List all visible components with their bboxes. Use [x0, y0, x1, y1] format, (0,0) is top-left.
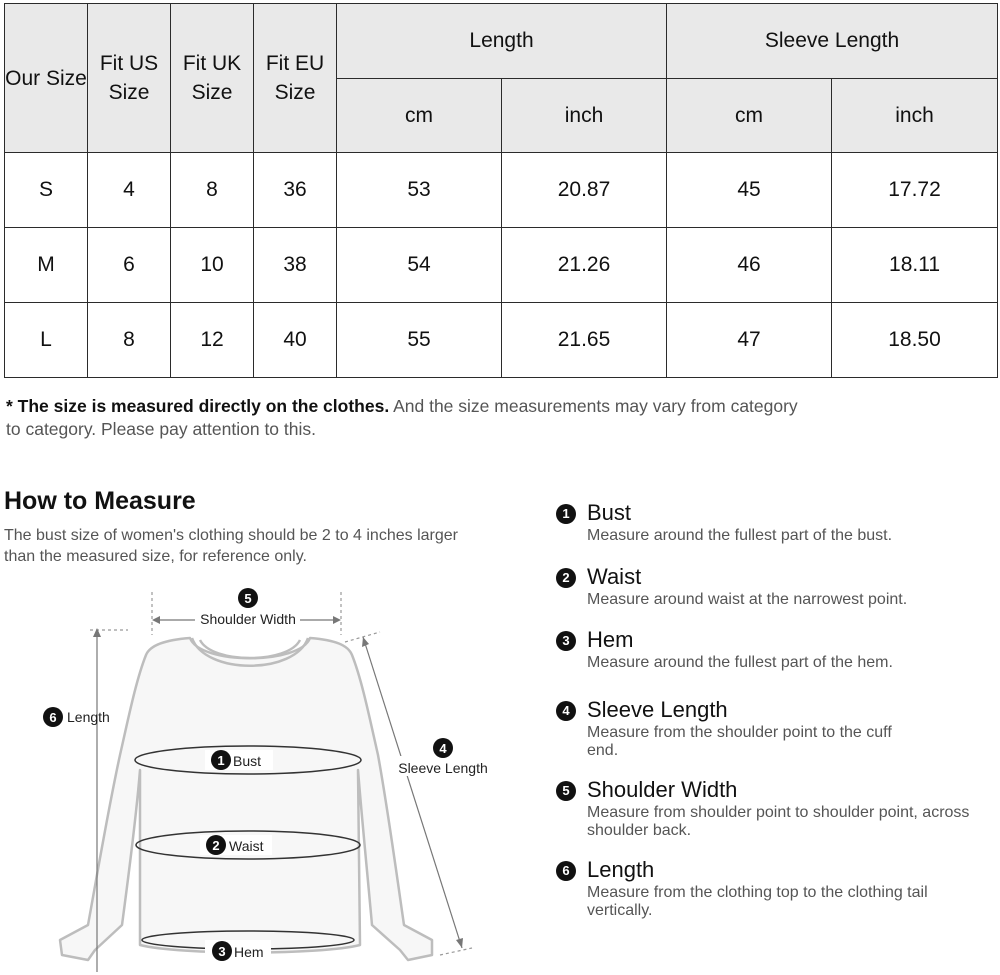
header-length: Length — [337, 4, 667, 79]
legend-title: Length — [587, 857, 655, 882]
legend-badge: 4 — [556, 701, 576, 721]
cell-length-inch: 21.65 — [502, 303, 667, 378]
header-sleeve-length: Sleeve Length — [667, 4, 998, 79]
table-row — [5, 153, 998, 228]
header-our-size: Our Size — [5, 4, 88, 153]
cell-us: 6 — [88, 228, 171, 303]
length-label: Length — [67, 709, 110, 725]
waist-num: 2 — [212, 838, 220, 853]
cell-sleeve-inch: 18.11 — [832, 228, 998, 303]
bust-label: Bust — [233, 753, 262, 769]
cell-sleeve-cm: 47 — [667, 303, 832, 378]
legend-desc: Measure from shoulder point to shoulder point, across shoulder back. — [587, 804, 970, 839]
header-sleeve-inch: inch — [832, 79, 998, 153]
cell-eu: 40 — [254, 303, 337, 378]
cell-size: S — [5, 153, 88, 228]
legend-badge: 2 — [556, 568, 576, 588]
table-row — [5, 228, 998, 303]
header-fit-uk: Fit UK Size — [171, 4, 254, 153]
sleeve-length-label: Sleeve Length — [398, 760, 488, 776]
shoulder-width-label: Shoulder Width — [200, 611, 296, 627]
sleeve-length-num: 4 — [439, 741, 447, 756]
cell-us: 4 — [88, 153, 171, 228]
sweater-outline — [60, 638, 432, 960]
legend-badge: 1 — [556, 504, 576, 524]
cell-length-inch: 21.26 — [502, 228, 667, 303]
legend-badge: 3 — [556, 631, 576, 651]
bust-num: 1 — [217, 753, 225, 768]
how-to-measure-title: How to Measure — [4, 487, 196, 515]
legend-title: Shoulder Width — [587, 777, 738, 802]
table-header-row — [5, 4, 998, 79]
cell-sleeve-inch: 17.72 — [832, 153, 998, 228]
shoulder-width-num: 5 — [244, 591, 252, 606]
legend-title: Sleeve Length — [587, 697, 728, 722]
size-chart-table — [4, 3, 998, 378]
hem-num: 3 — [218, 944, 226, 959]
waist-label: Waist — [229, 838, 264, 854]
cell-sleeve-cm: 46 — [667, 228, 832, 303]
legend-title: Hem — [587, 627, 634, 652]
size-note — [6, 395, 806, 441]
cell-uk: 8 — [171, 153, 254, 228]
header-fit-us: Fit US Size — [88, 4, 171, 153]
how-to-measure-desc: The bust size of women's clothing should be 2 to 4 inches larger than the measured size, for reference only. — [4, 527, 458, 565]
cell-size: L — [5, 303, 88, 378]
cell-eu: 38 — [254, 228, 337, 303]
legend-desc: Measure around the fullest part of the bust. — [587, 527, 893, 544]
header-length-inch: inch — [502, 79, 667, 153]
header-fit-eu: Fit EU Size — [254, 4, 337, 153]
cell-uk: 12 — [171, 303, 254, 378]
table-row — [5, 303, 998, 378]
cell-length-cm: 54 — [337, 228, 502, 303]
cell-sleeve-inch: 18.50 — [832, 303, 998, 378]
cell-uk: 10 — [171, 228, 254, 303]
cell-size: M — [5, 228, 88, 303]
header-length-cm: cm — [337, 79, 502, 153]
legend-desc: Measure from the shoulder point to the cuff end. — [587, 724, 892, 759]
size-note-rest: And the size measurements may vary from category to category. Please pay attention to this. — [6, 396, 798, 439]
sweater-diagram — [0, 580, 520, 972]
cell-length-cm: 55 — [337, 303, 502, 378]
legend-badge: 5 — [556, 781, 576, 801]
header-sleeve-cm: cm — [667, 79, 832, 153]
legend-title: Bust — [587, 500, 632, 525]
legend-badge: 6 — [556, 861, 576, 881]
cell-eu: 36 — [254, 153, 337, 228]
cell-us: 8 — [88, 303, 171, 378]
size-note-bold: * The size is measured directly on the clothes. — [6, 396, 390, 416]
cell-sleeve-cm: 45 — [667, 153, 832, 228]
legend-desc: Measure from the clothing top to the clothing tail vertically. — [587, 884, 928, 919]
cell-length-cm: 53 — [337, 153, 502, 228]
legend-desc: Measure around waist at the narrowest point. — [587, 591, 908, 608]
hem-label: Hem — [234, 944, 264, 960]
cell-length-inch: 20.87 — [502, 153, 667, 228]
length-num: 6 — [49, 710, 57, 725]
legend-title: Waist — [587, 564, 642, 589]
legend-desc: Measure around the fullest part of the hem. — [587, 654, 893, 671]
